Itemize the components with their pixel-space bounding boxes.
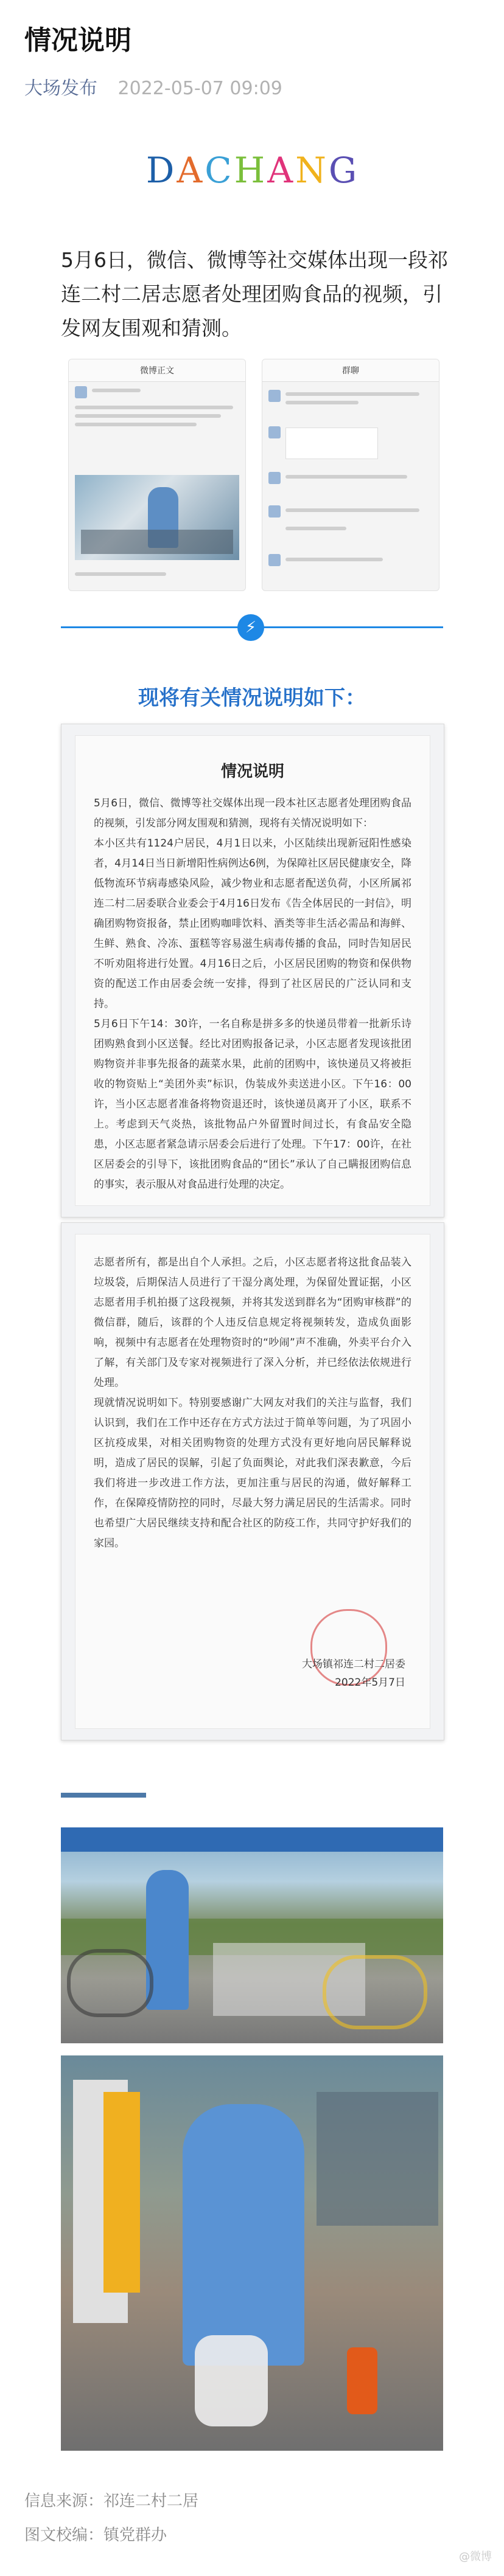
avatar (268, 554, 281, 566)
video-thumbnail[interactable] (75, 475, 239, 560)
publish-date: 2022-05-07 09:09 (117, 78, 282, 99)
footer-source (24, 2488, 198, 2511)
group-chat-screenshot (262, 359, 439, 591)
source-value: 祁连二村二居 (103, 2492, 199, 2510)
statement-page-2-text: 志愿者所有，都是出自个人承担。之后，小区志愿者将这批食品装入垃圾袋，后期保洁人员进行了干湿分离处理，为保留处置证据，小区志愿者用手机拍摄了这段视频，并将其发送到群名为“团购审核群”的微信群，随后，该群的个人违反信息规定将视频转发，造成负面影响，视频中有志愿者在处理物资时的“吵闹”声不准确，外卖平台介入了解，有关部门及专家对视频进行了深入分析，并已经依法依规进行处理。 现就情况说明如下。特别要感谢广大网友对我们的关注与监督，我们认识到，我们在工作中还存在方式方法过于简单等问题，为了巩固小区抗疫成果，对相关团购物资的处理方式没有更好地向居民解释说明，造成了居民的误解，引起了负面舆论，对此我们深表歉意，今后我们将进一步改进工作方法，更加注重与居民的沟通，做好解释工作，在保障疫情防控的同时，尽最大努力满足居民的生活需求。同时也希望广大居民继续支持和配合社区的防疫工作，共同守护好我们的家园。 (94, 1256, 411, 1549)
short-divider (61, 1793, 146, 1798)
statement-page-1-text: 5月6日，微信、微博等社交媒体出现一段本社区志愿者处理团购食品的视频，引发部分网友围观和猜测，现将有关情况说明如下： 本小区共有1124户居民，4月1日以来，小区陆续出现新冠阳性感染者，4月14日当日新增阳性病例达6例，为保障社区居民健康安全，降低物流环节病毒感染风险，减少物业和志愿者配送负荷，小区所属祁连二村二居委联合业委会于4月16日发布《告全体居民的一封信》，明确团购物资报备，禁止团购咖啡饮料、酒类等非生活必需品和海鲜、生鲜、熟食、冷冻、蛋糕等容易滋生病毒传播的食品，同时告知居民不听劝阻将进行处置。4月16日之后，小区居民团购的物资和保供物资的配送工作由居委会统一安排，得到了社区居民的广泛认同和支持。 5月6日下午14：30许，一名自称是拼多多的快递员带着一批新乐诗团购熟食到小区送餐。经比对团购报备记录，小区志愿者发现该批团购物资并非事先报备的蔬菜水果，此前的团购中，该快递员又将被拒收的物资贴上“美团外卖”标识，伪装成外卖送进小区。下午16：00许，当小区志愿者准备将物资退还时，该快递员离开了小区，联系不上。考虑到天气炎热，该批物品户外留置时间过长，有食品安全隐患，小区志愿者紧急请示居委会后进行了处理。下午17：00许，在社区居委会的引导下，该批团购食品的“团长”承认了自己瞒报团购信息的事实，表示服从对食品进行处理的决定。 (94, 797, 411, 1191)
account-name-link[interactable]: 大场发布 (24, 78, 97, 99)
editor-label: 图文校编： (24, 2526, 104, 2544)
dachang-logo: D A C H A N G (145, 150, 360, 191)
weibo-screenshot (68, 359, 246, 591)
group-chat-title: 群聊 (262, 359, 439, 382)
avatar (268, 390, 281, 402)
article-title: 情况说明 (24, 25, 131, 56)
weibo-screenshot-title: 微博正文 (69, 359, 245, 382)
lightning-icon: ⚡ (237, 614, 264, 641)
statement-title: 情况说明 (220, 763, 284, 781)
editor-value: 镇党群办 (103, 2526, 167, 2544)
avatar (268, 505, 281, 518)
avatar (268, 426, 281, 438)
sign-org: 大场镇祁连二村二居委 (302, 1658, 405, 1671)
subheading: 现将有关情况说明如下： (138, 686, 366, 710)
statement-signature (302, 1655, 405, 1692)
video-message[interactable] (285, 428, 378, 459)
photo-volunteer-bags (61, 2055, 443, 2451)
article-meta (24, 73, 282, 100)
sign-date: 2022年5月7日 (335, 1677, 405, 1689)
source-label: 信息来源： (24, 2492, 104, 2510)
avatar (75, 386, 87, 398)
statement-page-1 (61, 724, 444, 1217)
photo-volunteer-tent (61, 1827, 443, 2043)
statement-page-2 (61, 1222, 444, 1740)
watermark: @微博 (459, 2550, 492, 2563)
intro-paragraph: 5月6日，微信、微博等社交媒体出现一段祁连二村二居志愿者处理团购食品的视频，引发网友围观和猜测。 (61, 248, 448, 340)
avatar (268, 472, 281, 484)
footer-editor (24, 2522, 167, 2545)
